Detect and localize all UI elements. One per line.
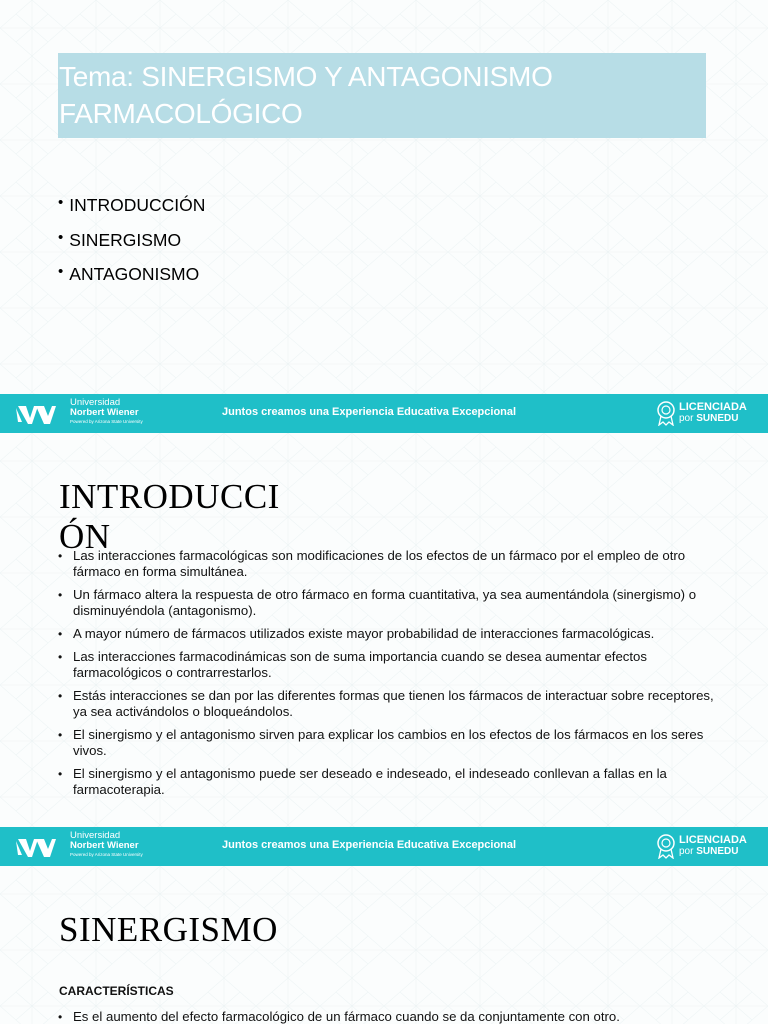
slide-sinergismo [0, 866, 768, 1024]
list-item: • Las interacciones farmacodinámicas son de suma importancia cuando se desea aumentar efectos farmacológicos o contrarrestarlos. [58, 649, 718, 681]
university-logo-icon [16, 400, 56, 427]
list-item: • Estás interacciones se dan por las diferentes formas que tienen los fármacos de interactuar sobre receptores, ya sea activándolos o bloqueándolos. [58, 688, 718, 720]
list-item: • Es el aumento del efecto farmacológico de un fármaco cuando se da conjuntamente con otro. [58, 1009, 718, 1024]
topic-item: • INTRODUCCIÓN [58, 189, 205, 224]
slogan: Juntos creamos una Experiencia Educativa Excepcional [222, 839, 517, 851]
university-name: Universidad Norbert Wiener Powered by Arizona State University [70, 830, 143, 857]
university-name: Universidad Norbert Wiener Powered by Arizona State University [70, 397, 143, 424]
section-heading: INTRODUCCIÓN [59, 477, 280, 556]
bullet-list [58, 548, 718, 805]
topic-list [58, 189, 205, 293]
license-label: LICENCIADA por SUNEDU [679, 401, 747, 424]
subheading: CARACTERÍSTICAS [59, 984, 174, 998]
university-logo-icon [16, 833, 56, 860]
bullet-list [58, 1009, 718, 1024]
slide-introduction [0, 433, 768, 828]
license-label: LICENCIADA por SUNEDU [679, 834, 747, 857]
topic-item: • ANTAGONISMO [58, 258, 205, 293]
section-heading: SINERGISMO [59, 910, 278, 949]
page-title: Tema: SINERGISMO Y ANTAGONISMO FARMACOLÓGICO [59, 61, 553, 129]
list-item: • A mayor número de fármacos utilizados existe mayor probabilidad de interacciones farmacológicas. [58, 626, 718, 642]
footer-banner [0, 394, 768, 433]
list-item: • Un fármaco altera la respuesta de otro fármaco en forma cuantitativa, ya sea aumentándola (sinergismo) o disminuyéndola (antagonismo). [58, 587, 718, 619]
slogan: Juntos creamos una Experiencia Educativa Excepcional [222, 406, 517, 418]
footer-banner [0, 827, 768, 866]
slide-title [0, 0, 768, 394]
topic-item: • SINERGISMO [58, 224, 205, 259]
list-item: • El sinergismo y el antagonismo puede ser deseado e indeseado, el indeseado conllevan a fallas en la farmacoterapia. [58, 766, 718, 798]
sunedu-seal-icon [656, 401, 676, 426]
list-item: • El sinergismo y el antagonismo sirven para explicar los cambios en los efectos de los fármacos en los seres vivos. [58, 727, 718, 759]
sunedu-seal-icon [656, 834, 676, 859]
list-item: • Las interacciones farmacológicas son modificaciones de los efectos de un fármaco por el empleo de otro fármaco en forma simultánea. [58, 548, 718, 580]
